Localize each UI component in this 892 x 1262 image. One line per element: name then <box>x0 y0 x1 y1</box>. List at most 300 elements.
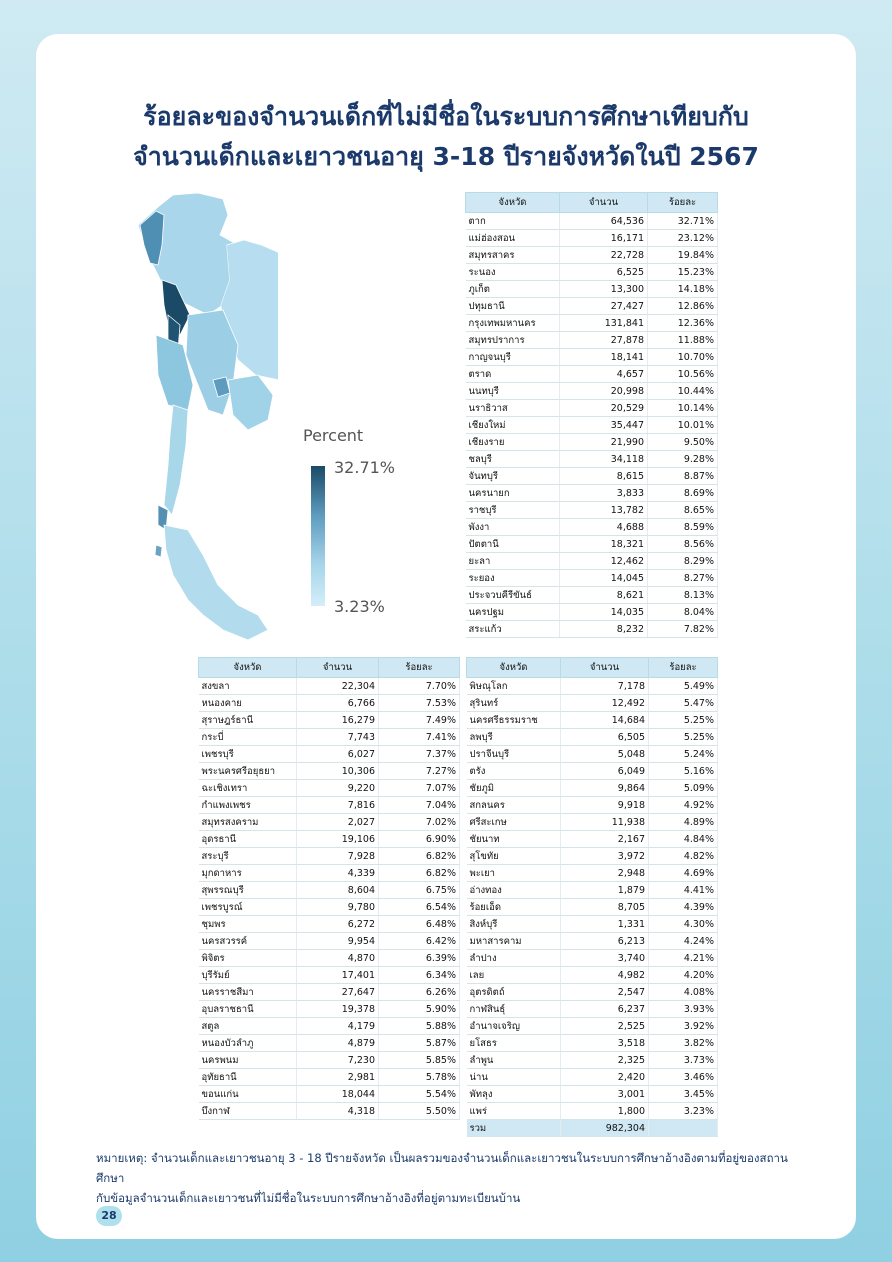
table-row <box>466 485 718 502</box>
table-row <box>466 315 718 332</box>
province-cell: สุโขทัย <box>467 848 561 865</box>
table-row <box>466 247 718 264</box>
table-row <box>467 933 718 950</box>
province-cell: กระบี่ <box>199 729 297 746</box>
count-cell: 8,621 <box>560 587 648 604</box>
count-cell: 13,782 <box>560 502 648 519</box>
count-cell: 4,318 <box>297 1103 379 1120</box>
province-cell: แม่ฮ่องสอน <box>466 230 560 247</box>
province-cell: อุดรธานี <box>199 831 297 848</box>
province-cell: ยะลา <box>466 553 560 570</box>
province-cell: พังงา <box>466 519 560 536</box>
map-region-phuket <box>155 545 162 557</box>
col-header-count: จำนวน <box>297 658 379 678</box>
province-cell: ยโสธร <box>467 1035 561 1052</box>
count-cell: 1,800 <box>561 1103 649 1120</box>
table-row <box>199 712 460 729</box>
count-cell: 27,878 <box>560 332 648 349</box>
percent-cell: 7.82% <box>648 621 718 638</box>
province-table-2 <box>198 657 460 1120</box>
percent-cell: 14.18% <box>648 281 718 298</box>
table-row <box>199 950 460 967</box>
count-cell: 12,462 <box>560 553 648 570</box>
table-row <box>199 1069 460 1086</box>
legend-max-label: 32.71% <box>334 458 396 477</box>
province-cell: ราชบุรี <box>466 502 560 519</box>
percent-cell: 9.50% <box>648 434 718 451</box>
percent-cell: 8.65% <box>648 502 718 519</box>
table-row <box>466 281 718 298</box>
province-cell: แพร่ <box>467 1103 561 1120</box>
page-number: 28 <box>96 1206 122 1226</box>
table-row <box>467 831 718 848</box>
table-row <box>466 332 718 349</box>
percent-cell: 32.71% <box>648 213 718 230</box>
table-row <box>467 1018 718 1035</box>
province-cell: ระนอง <box>466 264 560 281</box>
percent-cell: 7.49% <box>379 712 460 729</box>
province-cell: สมุทรปราการ <box>466 332 560 349</box>
percent-cell: 5.50% <box>379 1103 460 1120</box>
province-cell: พะเยา <box>467 865 561 882</box>
percent-cell: 11.88% <box>648 332 718 349</box>
province-cell: อำนาจเจริญ <box>467 1018 561 1035</box>
count-cell: 1,331 <box>561 916 649 933</box>
col-header-count: จำนวน <box>560 193 648 213</box>
province-cell: มหาสารคาม <box>467 933 561 950</box>
percent-cell: 7.37% <box>379 746 460 763</box>
province-cell: หนองคาย <box>199 695 297 712</box>
percent-cell: 10.14% <box>648 400 718 417</box>
percent-cell: 9.28% <box>648 451 718 468</box>
percent-cell: 15.23% <box>648 264 718 281</box>
percent-cell: 7.04% <box>379 797 460 814</box>
legend-color-bar <box>311 466 325 606</box>
province-cell: บึงกาฬ <box>199 1103 297 1120</box>
page-title-line-2: จำนวนเด็กและเยาวชนอายุ 3-18 ปีรายจังหวัดในปี 2567 <box>133 142 759 171</box>
percent-cell: 19.84% <box>648 247 718 264</box>
percent-cell: 5.88% <box>379 1018 460 1035</box>
table-row <box>467 950 718 967</box>
percent-cell: 10.56% <box>648 366 718 383</box>
percent-cell: 5.87% <box>379 1035 460 1052</box>
table-row <box>466 434 718 451</box>
legend-min-label: 3.23% <box>334 597 385 616</box>
percent-cell: 8.13% <box>648 587 718 604</box>
percent-cell: 7.53% <box>379 695 460 712</box>
count-cell: 14,684 <box>561 712 649 729</box>
count-cell: 6,525 <box>560 264 648 281</box>
count-cell: 2,547 <box>561 984 649 1001</box>
table-row <box>466 213 718 230</box>
count-cell: 5,048 <box>561 746 649 763</box>
province-cell: สตูล <box>199 1018 297 1035</box>
province-cell: กาฬสินธุ์ <box>467 1001 561 1018</box>
table-row <box>199 729 460 746</box>
province-cell: ปทุมธานี <box>466 298 560 315</box>
percent-cell: 6.39% <box>379 950 460 967</box>
province-cell: นครศรีธรรมราช <box>467 712 561 729</box>
province-cell: ตาก <box>466 213 560 230</box>
count-cell: 3,740 <box>561 950 649 967</box>
table-row <box>467 695 718 712</box>
table-row <box>466 570 718 587</box>
percent-cell: 6.75% <box>379 882 460 899</box>
thailand-choropleth-map <box>128 185 278 650</box>
table-row <box>199 882 460 899</box>
percent-cell: 6.26% <box>379 984 460 1001</box>
percent-cell: 5.54% <box>379 1086 460 1103</box>
total-row <box>467 1120 718 1137</box>
percent-cell: 6.34% <box>379 967 460 984</box>
table-row <box>467 984 718 1001</box>
count-cell: 10,306 <box>297 763 379 780</box>
percent-cell: 4.92% <box>649 797 718 814</box>
count-cell: 13,300 <box>560 281 648 298</box>
count-cell: 27,427 <box>560 298 648 315</box>
province-cell: ภูเก็ต <box>466 281 560 298</box>
total-value: 982,304 <box>561 1120 649 1137</box>
province-cell: ประจวบคีรีขันธ์ <box>466 587 560 604</box>
total-empty <box>649 1120 718 1137</box>
percent-cell: 6.82% <box>379 865 460 882</box>
table-row <box>199 899 460 916</box>
province-cell: กรุงเทพมหานคร <box>466 315 560 332</box>
percent-cell: 4.24% <box>649 933 718 950</box>
table-row <box>467 882 718 899</box>
table-row <box>199 984 460 1001</box>
table-row <box>199 746 460 763</box>
province-cell: อุตรดิตถ์ <box>467 984 561 1001</box>
table-row <box>467 712 718 729</box>
province-cell: อ่างทอง <box>467 882 561 899</box>
province-cell: ลำปาง <box>467 950 561 967</box>
table-row <box>466 604 718 621</box>
province-cell: เชียงราย <box>466 434 560 451</box>
province-cell: สระแก้ว <box>466 621 560 638</box>
percent-cell: 5.90% <box>379 1001 460 1018</box>
percent-cell: 8.87% <box>648 468 718 485</box>
table-row <box>199 1001 460 1018</box>
count-cell: 2,027 <box>297 814 379 831</box>
count-cell: 3,833 <box>560 485 648 502</box>
count-cell: 7,178 <box>561 678 649 695</box>
count-cell: 11,938 <box>561 814 649 831</box>
province-cell: สมุทรสงคราม <box>199 814 297 831</box>
count-cell: 6,505 <box>561 729 649 746</box>
count-cell: 131,841 <box>560 315 648 332</box>
province-cell: สกลนคร <box>467 797 561 814</box>
map-region-east <box>228 375 273 430</box>
percent-cell: 6.42% <box>379 933 460 950</box>
province-cell: สิงห์บุรี <box>467 916 561 933</box>
count-cell: 22,728 <box>560 247 648 264</box>
table-row <box>467 746 718 763</box>
province-cell: เพชรบุรี <box>199 746 297 763</box>
col-header-percent: ร้อยละ <box>648 193 718 213</box>
count-cell: 8,615 <box>560 468 648 485</box>
count-cell: 3,518 <box>561 1035 649 1052</box>
province-cell: ตราด <box>466 366 560 383</box>
percent-cell: 3.23% <box>649 1103 718 1120</box>
percent-cell: 8.59% <box>648 519 718 536</box>
table-row <box>199 848 460 865</box>
table-row <box>199 967 460 984</box>
count-cell: 6,213 <box>561 933 649 950</box>
province-cell: สมุทรสาคร <box>466 247 560 264</box>
footnote <box>96 1148 816 1208</box>
count-cell: 18,141 <box>560 349 648 366</box>
percent-cell: 6.90% <box>379 831 460 848</box>
percent-cell: 6.54% <box>379 899 460 916</box>
percent-cell: 5.49% <box>649 678 718 695</box>
count-cell: 9,220 <box>297 780 379 797</box>
percent-cell: 5.25% <box>649 729 718 746</box>
province-table-3 <box>466 657 718 1137</box>
province-cell: กำแพงเพชร <box>199 797 297 814</box>
province-cell: ฉะเชิงเทรา <box>199 780 297 797</box>
col-header-percent: ร้อยละ <box>649 658 718 678</box>
count-cell: 2,981 <box>297 1069 379 1086</box>
percent-cell: 10.01% <box>648 417 718 434</box>
percent-cell: 3.46% <box>649 1069 718 1086</box>
count-cell: 34,118 <box>560 451 648 468</box>
count-cell: 35,447 <box>560 417 648 434</box>
count-cell: 4,179 <box>297 1018 379 1035</box>
count-cell: 7,743 <box>297 729 379 746</box>
percent-cell: 5.85% <box>379 1052 460 1069</box>
percent-cell: 4.41% <box>649 882 718 899</box>
percent-cell: 8.29% <box>648 553 718 570</box>
table-row <box>466 468 718 485</box>
percent-cell: 3.93% <box>649 1001 718 1018</box>
footnote-line-2: กับข้อมูลจำนวนเด็กและเยาวชนที่ไม่มีชื่อในระบบการศึกษาอ้างอิงที่อยู่ตามทะเบียนบ้าน <box>96 1191 521 1205</box>
province-cell: เพชรบูรณ์ <box>199 899 297 916</box>
table-row <box>199 1052 460 1069</box>
province-cell: นครปฐม <box>466 604 560 621</box>
percent-cell: 23.12% <box>648 230 718 247</box>
percent-cell: 4.82% <box>649 848 718 865</box>
count-cell: 6,237 <box>561 1001 649 1018</box>
province-cell: กาญจนบุรี <box>466 349 560 366</box>
table-row <box>467 1086 718 1103</box>
count-cell: 17,401 <box>297 967 379 984</box>
table-row <box>467 865 718 882</box>
province-cell: น่าน <box>467 1069 561 1086</box>
count-cell: 4,879 <box>297 1035 379 1052</box>
percent-cell: 7.27% <box>379 763 460 780</box>
percent-cell: 8.27% <box>648 570 718 587</box>
table-row <box>199 678 460 695</box>
percent-cell: 7.70% <box>379 678 460 695</box>
percent-cell: 8.56% <box>648 536 718 553</box>
percent-cell: 7.07% <box>379 780 460 797</box>
footnote-line-1: หมายเหตุ: จำนวนเด็กและเยาวชนอายุ 3 - 18 ปีรายจังหวัด เป็นผลรวมของจำนวนเด็กและเยาวชนในระบบการศึกษาอ้างอิงตามที่อยู่ของสถานศึกษา <box>96 1151 788 1185</box>
count-cell: 22,304 <box>297 678 379 695</box>
percent-cell: 5.24% <box>649 746 718 763</box>
province-cell: ชัยภูมิ <box>467 780 561 797</box>
table-row <box>199 797 460 814</box>
province-cell: ตรัง <box>467 763 561 780</box>
col-header-province: จังหวัด <box>466 193 560 213</box>
province-cell: ศรีสะเกษ <box>467 814 561 831</box>
percent-cell: 4.39% <box>649 899 718 916</box>
province-cell: สุรินทร์ <box>467 695 561 712</box>
percent-cell: 6.82% <box>379 848 460 865</box>
table-row <box>466 298 718 315</box>
count-cell: 4,870 <box>297 950 379 967</box>
table-row <box>467 678 718 695</box>
count-cell: 4,688 <box>560 519 648 536</box>
table-row <box>466 621 718 638</box>
table-row <box>467 1052 718 1069</box>
percent-cell: 7.02% <box>379 814 460 831</box>
percent-cell: 4.89% <box>649 814 718 831</box>
count-cell: 2,167 <box>561 831 649 848</box>
table-row <box>466 553 718 570</box>
province-cell: ลพบุรี <box>467 729 561 746</box>
table-row <box>467 916 718 933</box>
province-cell: สงขลา <box>199 678 297 695</box>
percent-cell: 5.25% <box>649 712 718 729</box>
province-cell: นครพนม <box>199 1052 297 1069</box>
province-cell: อุบลราชธานี <box>199 1001 297 1018</box>
province-cell: นครราชสีมา <box>199 984 297 1001</box>
table-row <box>199 916 460 933</box>
percent-cell: 4.84% <box>649 831 718 848</box>
count-cell: 7,816 <box>297 797 379 814</box>
percent-cell: 4.30% <box>649 916 718 933</box>
table-row <box>466 400 718 417</box>
table-row <box>467 763 718 780</box>
province-cell: พระนครศรีอยุธยา <box>199 763 297 780</box>
table-row <box>467 967 718 984</box>
table-row <box>466 230 718 247</box>
table-row <box>466 587 718 604</box>
province-cell: สุพรรณบุรี <box>199 882 297 899</box>
percent-cell: 8.69% <box>648 485 718 502</box>
province-cell: นราธิวาส <box>466 400 560 417</box>
legend-title: Percent <box>303 426 364 445</box>
table-row <box>467 1035 718 1052</box>
count-cell: 9,918 <box>561 797 649 814</box>
table-row <box>199 1086 460 1103</box>
province-cell: สระบุรี <box>199 848 297 865</box>
table-row <box>466 349 718 366</box>
table-row <box>199 933 460 950</box>
count-cell: 18,321 <box>560 536 648 553</box>
page-title-line-1: ร้อยละของจำนวนเด็กที่ไม่มีชื่อในระบบการศึกษาเทียบกับ <box>143 102 749 131</box>
count-cell: 2,948 <box>561 865 649 882</box>
table-row <box>466 536 718 553</box>
count-cell: 64,536 <box>560 213 648 230</box>
table-row <box>199 1103 460 1120</box>
table-row <box>466 519 718 536</box>
table-row <box>466 383 718 400</box>
province-cell: อุทัยธานี <box>199 1069 297 1086</box>
province-cell: ชลบุรี <box>466 451 560 468</box>
percent-cell: 3.45% <box>649 1086 718 1103</box>
province-cell: นครสวรรค์ <box>199 933 297 950</box>
province-cell: ชุมพร <box>199 916 297 933</box>
percent-cell: 5.16% <box>649 763 718 780</box>
count-cell: 1,879 <box>561 882 649 899</box>
col-header-percent: ร้อยละ <box>379 658 460 678</box>
percent-cell: 4.69% <box>649 865 718 882</box>
count-cell: 20,998 <box>560 383 648 400</box>
table-row <box>466 264 718 281</box>
map-region-south-upper <box>164 405 188 515</box>
province-cell: นนทบุรี <box>466 383 560 400</box>
percent-cell: 4.20% <box>649 967 718 984</box>
count-cell: 2,525 <box>561 1018 649 1035</box>
percent-cell: 7.41% <box>379 729 460 746</box>
province-cell: ร้อยเอ็ด <box>467 899 561 916</box>
count-cell: 4,982 <box>561 967 649 984</box>
province-cell: จันทบุรี <box>466 468 560 485</box>
province-cell: นครนายก <box>466 485 560 502</box>
count-cell: 6,272 <box>297 916 379 933</box>
table-row <box>466 451 718 468</box>
table-row <box>199 780 460 797</box>
percent-cell: 8.04% <box>648 604 718 621</box>
count-cell: 7,230 <box>297 1052 379 1069</box>
province-cell: มุกดาหาร <box>199 865 297 882</box>
province-cell: บุรีรัมย์ <box>199 967 297 984</box>
province-table-1 <box>465 192 718 638</box>
count-cell: 3,972 <box>561 848 649 865</box>
province-cell: หนองบัวลำภู <box>199 1035 297 1052</box>
table-row <box>199 695 460 712</box>
province-cell: เลย <box>467 967 561 984</box>
percent-cell: 12.86% <box>648 298 718 315</box>
count-cell: 2,420 <box>561 1069 649 1086</box>
count-cell: 12,492 <box>561 695 649 712</box>
col-header-province: จังหวัด <box>467 658 561 678</box>
count-cell: 3,001 <box>561 1086 649 1103</box>
count-cell: 6,049 <box>561 763 649 780</box>
count-cell: 6,766 <box>297 695 379 712</box>
count-cell: 6,027 <box>297 746 379 763</box>
table-row <box>467 729 718 746</box>
province-cell: ชัยนาท <box>467 831 561 848</box>
percent-cell: 10.44% <box>648 383 718 400</box>
count-cell: 19,106 <box>297 831 379 848</box>
count-cell: 9,780 <box>297 899 379 916</box>
count-cell: 14,045 <box>560 570 648 587</box>
province-cell: พัทลุง <box>467 1086 561 1103</box>
percent-cell: 10.70% <box>648 349 718 366</box>
table-row <box>467 1103 718 1120</box>
table-row <box>467 899 718 916</box>
map-region-south-lower <box>164 525 268 640</box>
percent-cell: 4.08% <box>649 984 718 1001</box>
total-label: รวม <box>467 1120 561 1137</box>
percent-cell: 5.47% <box>649 695 718 712</box>
count-cell: 7,928 <box>297 848 379 865</box>
count-cell: 20,529 <box>560 400 648 417</box>
percent-cell: 12.36% <box>648 315 718 332</box>
count-cell: 16,279 <box>297 712 379 729</box>
col-header-count: จำนวน <box>561 658 649 678</box>
table-row <box>199 763 460 780</box>
table-row <box>467 797 718 814</box>
province-cell: ขอนแก่น <box>199 1086 297 1103</box>
count-cell: 19,378 <box>297 1001 379 1018</box>
count-cell: 8,705 <box>561 899 649 916</box>
province-cell: เชียงใหม่ <box>466 417 560 434</box>
count-cell: 14,035 <box>560 604 648 621</box>
